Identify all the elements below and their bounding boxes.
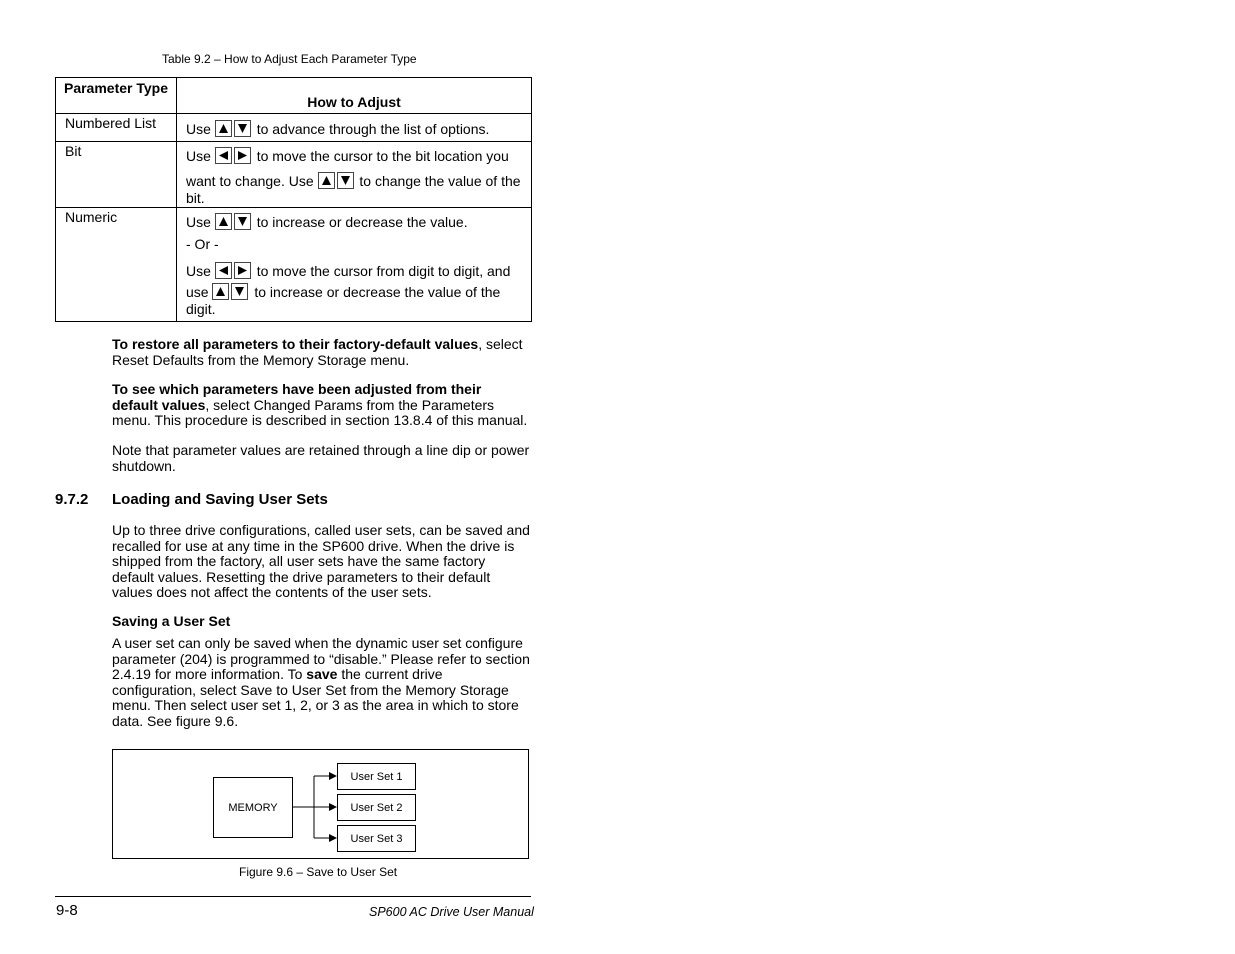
row-adjust-numbered-list [177, 114, 532, 142]
section-title: Loading and Saving User Sets [112, 491, 328, 508]
table-row [56, 208, 532, 322]
see-text: , select Changed Params from the Parameters menu. This procedure is described in section 13.8.4 of this manual. [112, 396, 528, 428]
up-arrow-key-icon [318, 172, 335, 189]
figure-caption: Figure 9.6 – Save to User Set [239, 865, 398, 879]
restore-paragraph [112, 337, 530, 368]
see-bold-text: To see which parameters have been adjusted from their default values [112, 381, 482, 413]
or-separator: - Or - [186, 236, 219, 252]
use-label: use [186, 284, 209, 300]
header-parameter-type: Parameter Type [56, 78, 177, 114]
use-label: Use [186, 148, 211, 164]
right-arrow-key-icon [234, 147, 251, 164]
up-arrow-key-icon [215, 120, 232, 137]
left-arrow-key-icon [215, 262, 232, 279]
use-label: Use [186, 263, 211, 279]
table-caption: Table 9.2 – How to Adjust Each Parameter Type [162, 52, 417, 66]
saving-text: the current drive configuration, select Save to User Set from the Memory Storage menu. Then select user set 1, 2, or 3 as the area in which to store data. See figure 9.6. [112, 666, 519, 729]
adjust-text: to change the value of the [359, 173, 521, 189]
user-set-2-box: User Set 2 [337, 794, 416, 821]
down-arrow-key-icon [231, 283, 248, 300]
restore-text: , select Reset Defaults from the Memory Storage menu. [112, 336, 523, 368]
use-label: Use [186, 121, 211, 137]
row-type-bit: Bit [56, 142, 177, 208]
table-row [56, 142, 532, 208]
manual-title: SP600 AC Drive User Manual [369, 905, 534, 919]
header-how-to-adjust: How to Adjust [177, 78, 532, 114]
adjust-text: digit. [186, 301, 216, 317]
saving-paragraph [112, 636, 530, 729]
adjust-text: to advance through the list of options. [256, 121, 490, 137]
down-arrow-key-icon [234, 213, 251, 230]
adjust-text: want to change. Use [186, 173, 314, 189]
parameter-adjust-table [55, 77, 532, 322]
adjust-text: to move the cursor from digit to digit, and [256, 263, 511, 279]
memory-box: MEMORY [213, 777, 293, 838]
restore-bold-text: To restore all parameters to their factory-default values [112, 336, 479, 352]
user-set-1-box: User Set 1 [337, 763, 416, 790]
user-set-3-box: User Set 3 [337, 825, 416, 852]
up-arrow-key-icon [212, 283, 229, 300]
adjust-text: to increase or decrease the value. [256, 214, 468, 230]
saving-text: A user set can only be saved when the dynamic user set configure parameter (204) is programmed to “disable.” Please refer to section 2.4.19 for more information. To [112, 635, 530, 682]
right-arrow-key-icon [234, 262, 251, 279]
footer-rule [55, 896, 531, 897]
section-intro-paragraph: Up to three drive configurations, called user sets, can be saved and recalled for use at any time in the SP600 drive. When the drive is shipped from the factory, all user sets have the same factory default values. Resetting the drive parameters to their default values does not affect the contents of the user sets. [112, 522, 530, 600]
up-arrow-key-icon [215, 213, 232, 230]
left-arrow-key-icon [215, 147, 232, 164]
subheading: Saving a User Set [112, 613, 231, 629]
page-number: 9-8 [56, 902, 78, 919]
adjust-text: to increase or decrease the value of the [254, 284, 501, 300]
note-paragraph: Note that parameter values are retained through a line dip or power shutdown. [112, 442, 530, 474]
adjust-text: bit. [186, 190, 205, 206]
saving-bold-text: save [306, 666, 338, 682]
table-header-row [56, 78, 532, 114]
table-row [56, 114, 532, 142]
row-adjust-bit [177, 142, 532, 208]
section-number: 9.7.2 [55, 491, 89, 508]
row-adjust-numeric [177, 208, 532, 322]
connector-arrows [113, 750, 530, 860]
row-type-numeric: Numeric [56, 208, 177, 322]
see-adjusted-paragraph [112, 382, 530, 429]
use-label: Use [186, 214, 211, 230]
adjust-text: to move the cursor to the bit location you [256, 148, 509, 164]
down-arrow-key-icon [337, 172, 354, 189]
row-type-numbered-list: Numbered List [56, 114, 177, 142]
down-arrow-key-icon [234, 120, 251, 137]
figure-diagram [112, 749, 529, 859]
